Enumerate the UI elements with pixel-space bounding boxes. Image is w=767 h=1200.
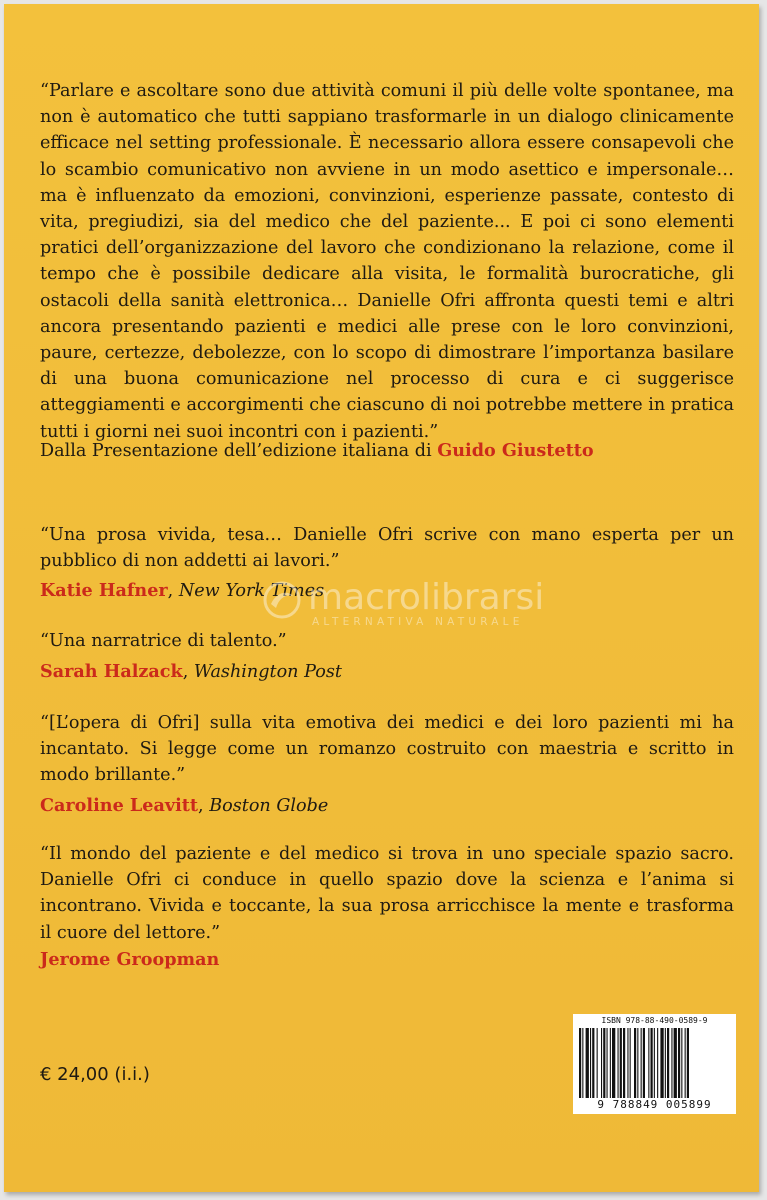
presentation-quote: “Parlare e ascoltare sono due attività comuni il più delle volte spontanee, ma non è automatico che tutti sappiano trasformarle in un dialogo clinicamente efficace nel setting professionale. È necessario allora essere consapevoli che lo scambio comunicativo non avviene in un modo asettico e impersonale… ma è influenzato da emozioni, convinzioni, esperienze passate, contesto di vita, pregiudizi, sia del medico che del paziente... E poi ci sono elementi pratici dell’organizzazione del lavoro che condizionano la relazione, come il tempo che è possibile dedicare alla visita, le formalità burocratiche, gli ostacoli della sanità elettronica… Danielle Ofri affronta questi temi e altri ancora presentando pazienti e medici alle prese con le loro convinzioni, paure, certezze, debolezze, con lo scopo di dimostrare l’importanza basilare di una buona comunicazione nel processo di cura e ci suggerisce atteggiamenti e accorgimenti che ciascuno di noi potrebbe mettere in pratica tutti i giorni nei suoi incontri con i pazienti.” <box>40 81 734 442</box>
isbn-label: ISBN 978-88-490-0589-9 <box>601 1016 708 1025</box>
review-3-source <box>40 793 328 819</box>
review-1-source <box>40 578 324 604</box>
review-4-source <box>40 947 219 973</box>
barcode <box>573 1014 736 1114</box>
presentation-section <box>40 78 734 445</box>
review-4 <box>40 841 734 946</box>
review-separator: , <box>182 662 194 682</box>
review-quote: “Una prosa vivida, tesa… Danielle Ofri scrive con mano esperta per un pubblico di non addetti ai lavori.” <box>40 525 734 572</box>
review-quote: “Il mondo del paziente e del medico si trova in uno speciale spazio sacro. Danielle Ofri ci conduce in quello spazio dove la scienza e l’anima si incontrano. Vivida e toccante, la sua prosa arricchisce la mente e trasforma il cuore del lettore.” <box>40 844 734 943</box>
review-author: Jerome Groopman <box>40 949 220 970</box>
presentation-source <box>40 438 594 464</box>
review-author: Katie Hafner <box>40 580 168 601</box>
price: € 24,00 (i.i.) <box>40 1064 150 1085</box>
review-author: Caroline Leavitt <box>40 795 199 816</box>
presentation-author: Guido Giustetto <box>437 440 594 461</box>
presentation-source-prefix: Dalla Presentazione dell’edizione italiana di <box>40 441 438 461</box>
review-separator: , <box>198 796 210 816</box>
review-separator: , <box>167 581 179 601</box>
book-back-cover <box>4 4 759 1192</box>
review-2-source <box>40 659 342 685</box>
isbn-digits: 9 788849 005899 <box>597 1098 712 1111</box>
barcode-bars-icon <box>579 1028 730 1098</box>
review-author: Sarah Halzack <box>40 661 183 682</box>
review-publication: Washington Post <box>193 662 342 682</box>
review-publication: Boston Globe <box>209 796 329 816</box>
review-2 <box>40 628 734 654</box>
review-quote: “[L’opera di Ofri] sulla vita emotiva dei medici e dei loro pazienti mi ha incantato. Si legge come un romanzo costruito con maestria e scritto in modo brillante.” <box>40 713 734 786</box>
watermark-tagline: ALTERNATIVA NATURALE <box>312 616 524 628</box>
review-publication: New York Times <box>178 581 325 601</box>
review-3 <box>40 710 734 789</box>
review-1 <box>40 522 734 574</box>
review-quote: “Una narratrice di talento.” <box>40 631 287 651</box>
watermark-name: macrolibrarsi <box>308 577 545 618</box>
